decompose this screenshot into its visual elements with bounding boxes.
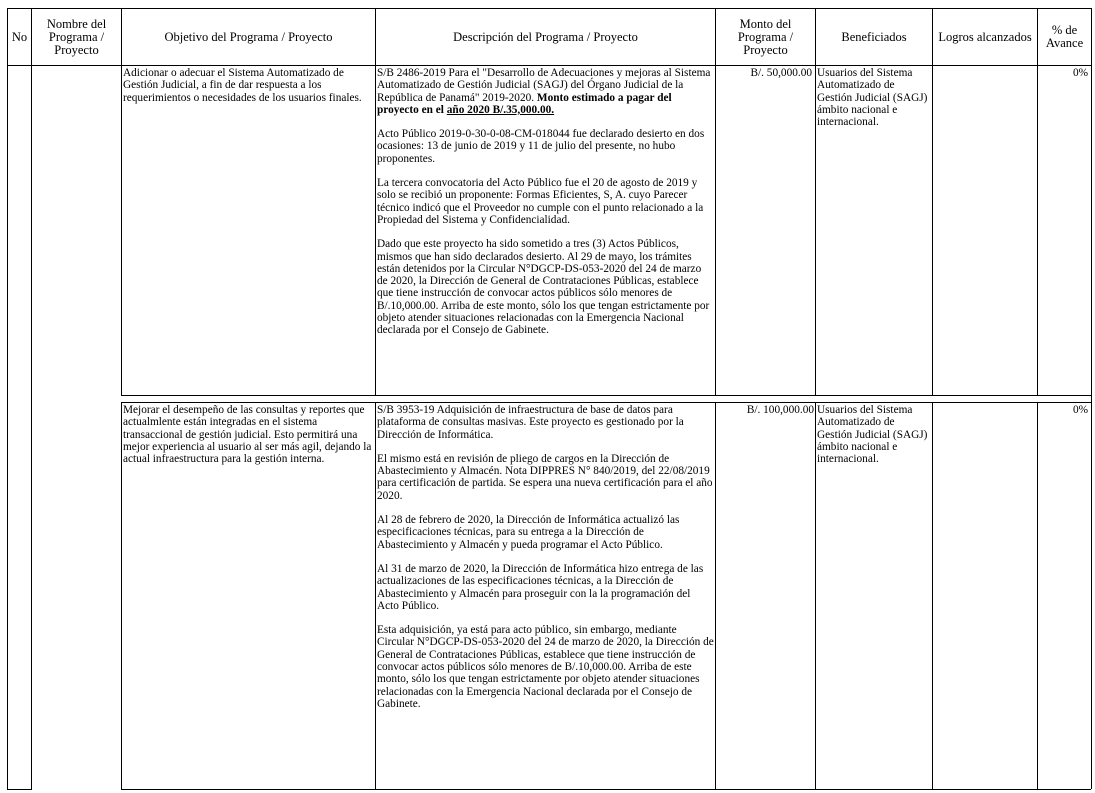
row2-desc-paragraph: Esta adquisición, ya está para acto público, sin embargo, mediante Circular N°DGCP-DS-053-2020 del 24 de marzo de 2020, la Dirección de General de Contrataciones Públicas, establece que tiene instrucción de convocar actos públicos sólo menores de B/.10,000.00. Arriba de este monto, sólo los que tengan estrictamente por objeto atender situaciones relacionadas con la Emergencia Nacional declarada por el Consejo de Gabinete. — [377, 624, 714, 710]
col-border — [1037, 402, 1038, 789]
col-border — [7, 8, 8, 789]
row1-avance: 0% — [1072, 67, 1088, 79]
col-border — [815, 65, 816, 395]
col-border — [715, 402, 716, 789]
header-nombre: Nombre del Programa / Proyecto — [46, 16, 107, 57]
col-border — [121, 402, 122, 789]
row1-desc-paragraph: La tercera convocatoria del Acto Público fue el 20 de agosto de 2019 y solo se recibió un proponente: Formas Eficientes, S, A. cuyo Parecer técnico indicó que el Proveedor no cumple con el punto relacionado a la Propiedad del Sistema y Confidencialidad. — [377, 177, 704, 226]
row2-beneficiados: Usuarios del Sistema Automatizado de Gestión Judicial (SAGJ) ámbito nacional e internacional. — [817, 404, 928, 466]
col-border — [121, 65, 122, 395]
row2-objetivo: Mejorar el desempeño de las consultas y reportes que actualmlente están integradas en el sistema transaccional de gestión judicial. Esto permitirá una mejor experiencia al usuario al ser más agil, dejando la actual infraestructura para la gestión interna. — [123, 404, 372, 466]
row1-beneficiados: Usuarios del Sistema Automatizado de Gestión Judicial (SAGJ) ámbito nacional e internacional. — [817, 67, 928, 129]
row2-descripcion — [377, 404, 714, 710]
col-border — [31, 8, 32, 789]
col-border — [932, 65, 933, 395]
col-border — [375, 65, 376, 395]
header-avance: % de Avance — [1045, 23, 1084, 50]
header-logros: Logros alcanzados — [938, 29, 1032, 44]
row2-avance: 0% — [1072, 404, 1088, 416]
header-monto: Monto del Programa / Proyecto — [737, 16, 794, 57]
col-border — [932, 402, 933, 789]
col-border — [815, 402, 816, 789]
row-border — [121, 402, 1091, 403]
row2-desc-paragraph: S/B 3953-19 Adquisición de infraestructura de base de datos para plataforma de consultas masivas. Este proyecto es gestionado por la Dirección de Informática. — [377, 404, 684, 441]
row2-desc-paragraph: El mismo está en revisión de pliego de cargos en la Dirección de Abastecimiento y Almacén. Nota DIPPRES N° 840/2019, del 22/08/2019 para certificación de partida. Se espera una nueva certificación para el año 2020. — [377, 452, 713, 502]
row1-monto: B/. 50,000.00 — [750, 67, 812, 79]
header-beneficiados: Beneficiados — [841, 29, 907, 44]
row1-objetivo: Adicionar o adecuar el Sistema Automatizado de Gestión Judicial, a fin de dar respuesta a los requerimientos o necesidades de los usuarios finales. — [123, 67, 362, 104]
col-border — [1091, 8, 1092, 789]
header-bottom-border — [7, 65, 1091, 66]
table-bottom-border — [7, 789, 32, 790]
col-border — [1037, 65, 1038, 395]
table-bottom-border — [121, 789, 1091, 790]
row1-desc-paragraph: Acto Público 2019-0-30-0-08-CM-018044 fue declarado desierto en dos ocasiones: 13 de junio de 2019 y 11 de julio del presente, no hubo proponentes. — [377, 128, 705, 165]
row2-desc-paragraph: Al 28 de febrero de 2020, la Dirección de Informática actualizó las especificaciones técnicas, para su entrega a la Dirección de Abastecimiento y Almacén y pueda programar el Acto Público. — [377, 514, 680, 551]
row1-desc-paragraph: S/B 2486-2019 Para el "Desarrollo de Adecuaciones y mejoras al Sistema Automatizado de Gestión Judicial (SAGJ) del Órgano Judicial de la República de Panamá" 2019-2020. Monto estimado a pagar del proyecto en el año 2020 B/.35,000.00. — [377, 67, 711, 116]
col-border — [715, 65, 716, 395]
row1-desc-paragraph: Dado que este proyecto ha sido sometido a tres (3) Actos Públicos, mismos que han sido declarados desierto. Al 29 de mayo, los trámites están detenidos por la Circular N°DGCP-DS-053-2020 del 24 de marzo de 2020, la Dirección de General de Contrataciones Públicas, establece que tiene instrucción de convocar actos públicos sólo menores de B/.10,000.00. Arriba de este monto, sólo los que tengan estrictamente por objeto atender situaciones relacionadas con la Emergencia Nacional declarada por el Consejo de Gabinete. — [377, 238, 710, 337]
header-objetivo: Objetivo del Programa / Proyecto — [164, 29, 333, 44]
header-no: No — [11, 29, 28, 44]
header-descripcion: Descripción del Programa / Proyecto — [453, 29, 638, 44]
row2-monto: B/. 100,000.00 — [746, 404, 814, 416]
row2-desc-paragraph: Al 31 de marzo de 2020, la Dirección de Informática hizo entrega de las actualizaciones de las especificaciones técnicas, a la Dirección de Abastecimiento y Almacén para proseguir con la la programación del Acto Público. — [377, 562, 704, 612]
row-border — [121, 395, 1091, 396]
row1-descripcion — [377, 67, 714, 337]
